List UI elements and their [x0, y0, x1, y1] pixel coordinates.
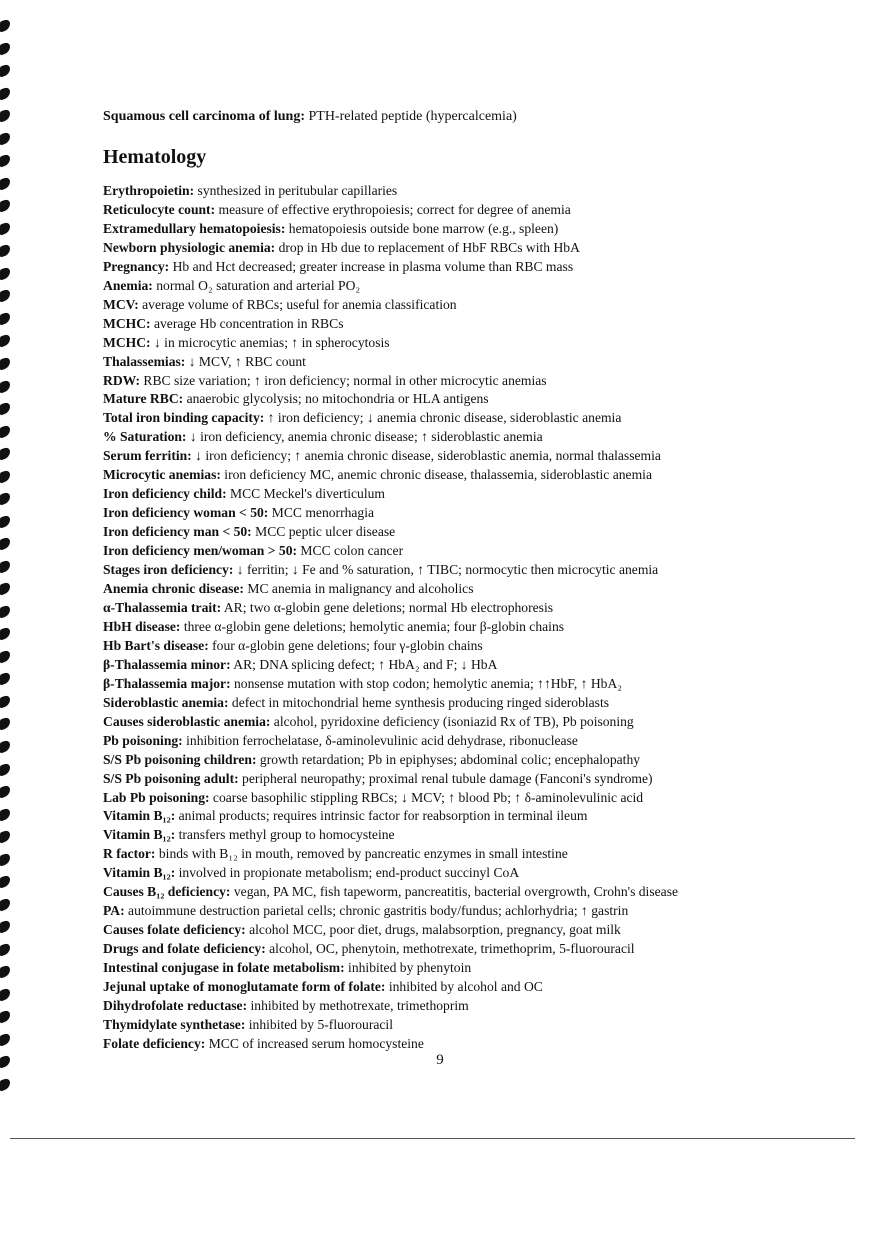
binding-ring: [0, 379, 10, 393]
entry-term: Iron deficiency child:: [103, 486, 227, 502]
footer-rule: [10, 1138, 855, 1139]
entry-text: AR; DNA splicing defect; ↑ HbA₂ and F; ↓ HbA: [230, 656, 498, 672]
entry-text: transfers methyl group to homocysteine: [175, 827, 395, 843]
entry-text: MCC menorrhagia: [268, 505, 375, 521]
entry-text: ↓ iron deficiency, anemia chronic disease; ↑ sideroblastic anemia: [186, 429, 543, 445]
entry-term: Hb Bart's disease:: [103, 637, 209, 653]
binding-ring: [0, 807, 10, 821]
list-item: [103, 296, 863, 315]
entry-text: four α-globin gene deletions; four γ-globin chains: [208, 637, 483, 653]
list-item: [103, 732, 863, 751]
binding-ring: [0, 987, 10, 1001]
binding-ring: [0, 356, 10, 370]
list-item: [103, 826, 863, 845]
entry-term: Intestinal conjugase in folate metabolism:: [103, 960, 345, 976]
entry-text: growth retardation; Pb in epiphyses; abdominal colic; encephalopathy: [256, 751, 641, 767]
binding-ring: [0, 244, 10, 258]
entry-term: Drugs and folate deficiency:: [103, 941, 266, 957]
binding-ring: [0, 86, 10, 100]
list-item: [103, 807, 863, 826]
list-item: [103, 978, 863, 997]
entry-text: coarse basophilic stippling RBCs; ↓ MCV; ↑ blood Pb; ↑ δ-aminolevulinic acid: [209, 789, 644, 805]
entry-term: RDW:: [103, 372, 141, 388]
list-item: [103, 485, 863, 504]
entry-text: measure of effective erythropoiesis; correct for degree of anemia: [215, 201, 571, 217]
page-content: [103, 108, 863, 1051]
entry-text: defect in mitochondrial heme synthesis producing ringed sideroblasts: [228, 694, 610, 710]
entry-text: alcohol, OC, phenytoin, methotrexate, trimethoprim, 5-fluorouracil: [265, 941, 635, 957]
entry-term: Folate deficiency:: [103, 1035, 206, 1051]
entry-text: Hb and Hct decreased; greater increase in plasma volume than RBC mass: [169, 258, 574, 274]
list-item: [103, 656, 863, 675]
binding-ring: [0, 221, 10, 235]
list-item: [103, 845, 863, 864]
entry-term: Iron deficiency man < 50:: [103, 524, 252, 540]
binding-ring: [0, 942, 10, 956]
list-item: [103, 334, 863, 353]
entry-term: Anemia chronic disease:: [103, 581, 244, 597]
entry-text: synthesized in peritubular capillaries: [194, 183, 398, 198]
entry-term: β-Thalassemia minor:: [103, 656, 231, 672]
list-item: [103, 428, 863, 447]
entry-text: hematopoiesis outside bone marrow (e.g., spleen): [285, 220, 559, 236]
list-item: [103, 409, 863, 428]
entry-term: α-Thalassemia trait:: [103, 599, 222, 615]
entry-term: Causes folate deficiency:: [103, 922, 246, 938]
list-item: [103, 675, 863, 694]
entry-text: nonsense mutation with stop codon; hemolytic anemia; ↑↑HbF, ↑ HbA₂: [230, 675, 623, 691]
entry-term: S/S Pb poisoning adult:: [103, 770, 239, 786]
entry-text: vegan, PA MC, fish tapeworm, pancreatitis, bacterial overgrowth, Crohn's disease: [230, 884, 679, 900]
binding-ring: [0, 492, 10, 506]
binding-ring: [0, 920, 10, 934]
spiral-binding: [0, 20, 18, 1090]
list-item: [103, 902, 863, 921]
list-item: [103, 353, 863, 372]
entry-text: ↓ in microcytic anemias; ↑ in spherocytosis: [150, 334, 390, 350]
list-item: [103, 770, 863, 789]
entry-text: inhibited by methotrexate, trimethoprim: [247, 997, 469, 1013]
list-item: [103, 466, 863, 485]
binding-ring: [0, 1032, 10, 1046]
list-item: [103, 561, 863, 580]
entry-term: Vitamin B₁₂:: [103, 865, 176, 881]
entry-text: three α-globin gene deletions; hemolytic anemia; four β-globin chains: [180, 618, 565, 634]
list-item: [103, 940, 863, 959]
entry-text: ↓ ferritin; ↓ Fe and % saturation, ↑ TIBC; normocytic then microcytic anemia: [233, 562, 659, 578]
entry-term: Serum ferritin:: [103, 448, 192, 464]
entry-text: inhibited by 5-fluorouracil: [245, 1016, 393, 1032]
binding-ring: [0, 897, 10, 911]
entry-text: animal products; requires intrinsic factor for reabsorption in terminal ileum: [175, 808, 588, 824]
entry-text: alcohol MCC, poor diet, drugs, malabsorption, pregnancy, goat milk: [245, 922, 621, 938]
entry-term: Vitamin B₁₂:: [103, 808, 176, 824]
binding-ring: [0, 604, 10, 618]
entry-term: Causes B₁₂ deficiency:: [103, 884, 231, 900]
binding-ring: [0, 627, 10, 641]
binding-ring: [0, 424, 10, 438]
list-item: [103, 504, 863, 523]
entry-text: MCC colon cancer: [297, 543, 404, 559]
intro-term: Squamous cell carcinoma of lung:: [103, 109, 305, 124]
entry-term: Newborn physiologic anemia:: [103, 239, 276, 255]
entry-term: Causes sideroblastic anemia:: [103, 713, 271, 729]
entry-text: binds with B₁₂ in mouth, removed by pancreatic enzymes in small intestine: [155, 846, 568, 862]
binding-ring: [0, 266, 10, 280]
entry-term: Extramedullary hematopoiesis:: [103, 220, 286, 236]
binding-ring: [0, 41, 10, 55]
list-item: [103, 618, 863, 637]
entry-text: iron deficiency MC, anemic chronic disease, thalassemia, sideroblastic anemia: [220, 467, 652, 483]
list-item: [103, 580, 863, 599]
entry-text: RBC size variation; ↑ iron deficiency; normal in other microcytic anemias: [140, 372, 547, 388]
entry-term: Pregnancy:: [103, 258, 170, 274]
list-item: [103, 713, 863, 732]
list-item: [103, 751, 863, 770]
entry-term: PA:: [103, 903, 125, 919]
entry-term: S/S Pb poisoning children:: [103, 751, 257, 767]
entry-term: MCHC:: [103, 334, 151, 350]
binding-ring: [0, 537, 10, 551]
entry-term: Microcytic anemias:: [103, 467, 221, 483]
entry-term: Iron deficiency woman < 50:: [103, 505, 269, 521]
binding-ring: [0, 469, 10, 483]
binding-ring: [0, 1077, 10, 1091]
binding-ring: [0, 717, 10, 731]
entry-text: average volume of RBCs; useful for anemia classification: [138, 296, 457, 312]
entry-text: anaerobic glycolysis; no mitochondria or HLA antigens: [183, 391, 489, 407]
binding-ring: [0, 649, 10, 663]
entry-term: R factor:: [103, 846, 156, 862]
binding-ring: [0, 18, 10, 32]
list-item: [103, 201, 863, 220]
binding-ring: [0, 694, 10, 708]
entry-text: ↑ iron deficiency; ↓ anemia chronic disease, sideroblastic anemia: [264, 410, 622, 426]
entry-term: Anemia:: [103, 277, 153, 293]
entry-text: MCC Meckel's diverticulum: [226, 486, 385, 502]
list-item: [103, 599, 863, 618]
entry-text: autoimmune destruction parietal cells; chronic gastritis body/fundus; achlorhydria; ↑ gastrin: [124, 903, 629, 919]
list-item: [103, 372, 863, 391]
list-item: [103, 390, 863, 409]
binding-ring: [0, 965, 10, 979]
binding-ring: [0, 446, 10, 460]
entry-term: Jejunal uptake of monoglutamate form of folate:: [103, 979, 386, 995]
list-item: [103, 883, 863, 902]
list-item: [103, 277, 863, 296]
binding-ring: [0, 582, 10, 596]
entry-term: Vitamin B₁₂:: [103, 827, 176, 843]
list-item: [103, 864, 863, 883]
entry-text: MCC peptic ulcer disease: [251, 524, 396, 540]
entry-term: Erythropoietin:: [103, 183, 195, 198]
binding-ring: [0, 559, 10, 573]
entry-term: % Saturation:: [103, 429, 187, 445]
entry-text: drop in Hb due to replacement of HbF RBCs with HbA: [275, 239, 580, 255]
intro-line: [103, 108, 863, 126]
binding-ring: [0, 199, 10, 213]
binding-ring: [0, 852, 10, 866]
binding-ring: [0, 289, 10, 303]
list-item: [103, 258, 863, 277]
section-heading: Hematology: [103, 146, 207, 168]
list-item: [103, 921, 863, 940]
list-item: [103, 542, 863, 561]
list-item: [103, 1016, 863, 1035]
list-item: [103, 1035, 863, 1054]
entry-text: MC anemia in malignancy and alcoholics: [243, 581, 474, 597]
entry-term: Thalassemias:: [103, 353, 186, 369]
entry-term: Pb poisoning:: [103, 732, 183, 748]
entry-term: HbH disease:: [103, 618, 181, 634]
binding-ring: [0, 154, 10, 168]
binding-ring: [0, 784, 10, 798]
entry-text: alcohol, pyridoxine deficiency (isoniazid Rx of TB), Pb poisoning: [270, 713, 634, 729]
binding-ring: [0, 334, 10, 348]
list-item: [103, 220, 863, 239]
list-item: [103, 959, 863, 978]
entry-term: Thymidylate synthetase:: [103, 1016, 246, 1032]
list-item: [103, 182, 863, 201]
entry-text: ↓ iron deficiency; ↑ anemia chronic disease, sideroblastic anemia, normal thalassemia: [191, 448, 661, 464]
binding-ring: [0, 1010, 10, 1024]
binding-ring: [0, 672, 10, 686]
entry-text: inhibited by alcohol and OC: [385, 979, 543, 995]
entry-text: MCC of increased serum homocysteine: [205, 1035, 424, 1051]
list-item: [103, 637, 863, 656]
binding-ring: [0, 131, 10, 145]
binding-ring: [0, 514, 10, 528]
entry-text: involved in propionate metabolism; end-product succinyl CoA: [175, 865, 520, 881]
page-number: 9: [436, 1052, 444, 1068]
binding-ring: [0, 739, 10, 753]
entry-term: MCV:: [103, 296, 139, 312]
entry-term: Mature RBC:: [103, 391, 184, 407]
binding-ring: [0, 176, 10, 190]
binding-ring: [0, 830, 10, 844]
entry-text: inhibited by phenytoin: [344, 960, 472, 976]
entry-term: Sideroblastic anemia:: [103, 694, 229, 710]
entry-list: [103, 182, 863, 1054]
entry-term: Total iron binding capacity:: [103, 410, 265, 426]
entry-term: MCHC:: [103, 315, 151, 331]
entry-text: ↓ MCV, ↑ RBC count: [185, 353, 306, 369]
entry-term: Dihydrofolate reductase:: [103, 997, 248, 1013]
entry-term: Iron deficiency men/woman > 50:: [103, 543, 298, 559]
entry-text: inhibition ferrochelatase, δ-aminolevulinic acid dehydrase, ribonuclease: [182, 732, 578, 748]
list-item: [103, 523, 863, 542]
intro-text: PTH-related peptide (hypercalcemia): [304, 109, 517, 124]
entry-term: β-Thalassemia major:: [103, 675, 231, 691]
binding-ring: [0, 875, 10, 889]
entry-term: Reticulocyte count:: [103, 201, 216, 217]
list-item: [103, 239, 863, 258]
entry-text: normal O₂ saturation and arterial PO₂: [152, 277, 361, 293]
entry-term: Stages iron deficiency:: [103, 562, 234, 578]
binding-ring: [0, 63, 10, 77]
binding-ring: [0, 109, 10, 123]
binding-ring: [0, 401, 10, 415]
entry-text: average Hb concentration in RBCs: [150, 315, 344, 331]
list-item: [103, 315, 863, 334]
list-item: [103, 694, 863, 713]
binding-ring: [0, 311, 10, 325]
list-item: [103, 997, 863, 1016]
entry-text: peripheral neuropathy; proximal renal tubule damage (Fanconi's syndrome): [238, 770, 653, 786]
list-item: [103, 789, 863, 808]
entry-term: Lab Pb poisoning:: [103, 789, 210, 805]
binding-ring: [0, 762, 10, 776]
entry-text: AR; two α-globin gene deletions; normal Hb electrophoresis: [221, 599, 554, 615]
list-item: [103, 447, 863, 466]
